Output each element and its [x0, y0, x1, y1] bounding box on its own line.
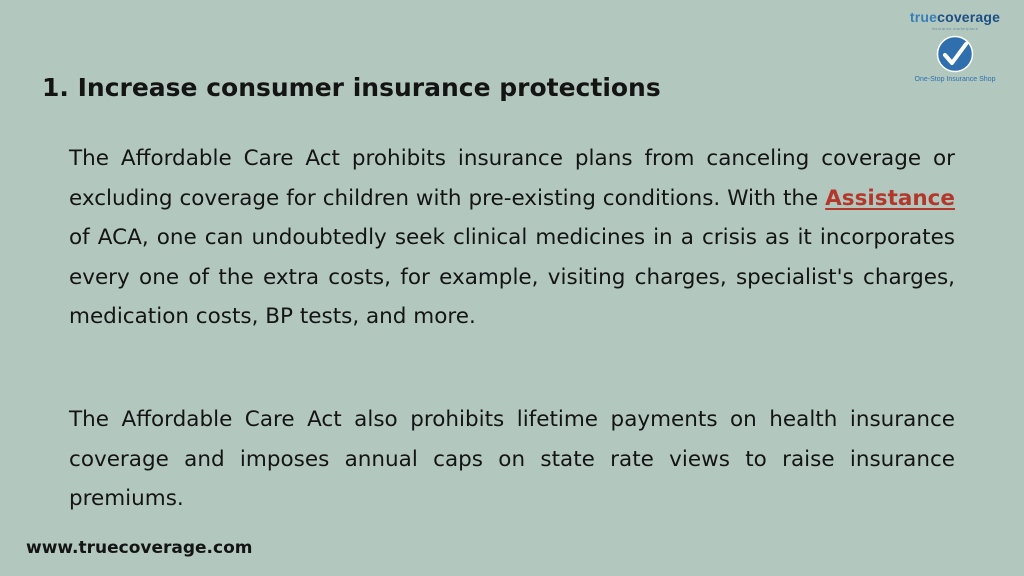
footer-website-url[interactable]: www.truecoverage.com: [26, 538, 253, 558]
logo-tagline: insurance marketplace: [931, 26, 979, 31]
assistance-link[interactable]: Assistance: [825, 185, 955, 211]
paragraph-lifetime-payments: The Affordable Care Act also prohibits lifetime payments on health insurance coverage and imposes annual caps on state rate views to raise insurance premiums.: [69, 407, 955, 511]
truecoverage-logo[interactable]: [902, 8, 1008, 86]
logo-wordmark: [902, 8, 1008, 26]
section-heading: 1. Increase consumer insurance protections: [42, 73, 661, 102]
logo-slogan: One-Stop Insurance Shop: [914, 76, 996, 83]
logo-wordmark-true: true: [909, 9, 938, 25]
checkmark-circle-icon: [935, 35, 975, 73]
logo-wordmark-coverage: coverage: [937, 9, 1001, 25]
paragraph-pre-existing-conditions: [69, 139, 955, 337]
paragraph1-text-end: of ACA, one can undoubtedly seek clinical medicines in a crisis as it incorporates every one of the extra costs, for example, visiting charges, specialist's charges, medication costs, BP tests, and more.: [69, 225, 955, 329]
paragraph1-text-start: The Affordable Care Act prohibits insurance plans from canceling coverage or excluding coverage for children with pre-existing conditions. With the: [69, 146, 955, 211]
